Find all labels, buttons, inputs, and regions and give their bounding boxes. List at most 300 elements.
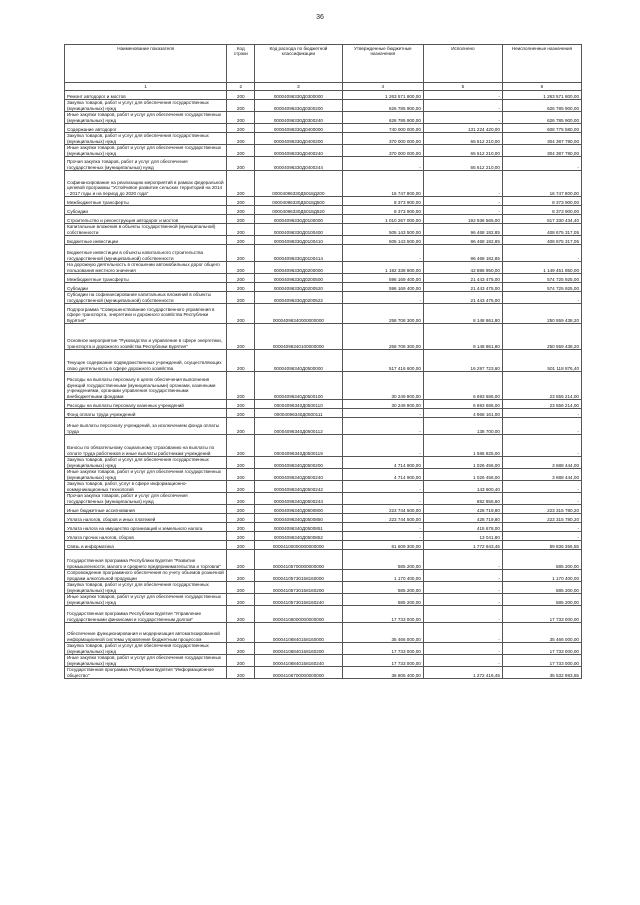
row-name: Иные закупки товаров, работ и услуг для обеспечения государственных (муниципальных) нужд: [65, 145, 227, 157]
row-unexecuted: -: [502, 493, 581, 505]
row-approved: 1 263 571 800,00: [342, 91, 423, 100]
row-approved: 626 785 900,00: [342, 100, 423, 112]
row-line-code: 200: [227, 606, 255, 623]
table-row: [65, 100, 582, 112]
row-unexecuted: 304 387 790,00: [502, 133, 581, 145]
row-approved: 35 466 000,00: [342, 623, 423, 643]
row-executed: 6 693 686,00: [423, 372, 502, 400]
row-approved: 370 000 000,00: [342, 145, 423, 157]
table-header-row: [65, 45, 582, 83]
row-name: Иные закупки товаров, работ и услуг для обеспечения государственных (муниципальных) нужд: [65, 112, 227, 124]
row-classification-code: 00004096340Д0500242: [255, 481, 343, 493]
row-line-code: 200: [227, 469, 255, 481]
row-line-code: 200: [227, 215, 255, 224]
row-unexecuted: 408 675 317,05: [502, 224, 581, 236]
table-row: [65, 481, 582, 493]
row-classification-code: 00004096340Д0500000: [255, 350, 343, 372]
row-executed: 21 443 475,00: [423, 292, 502, 304]
row-line-code: 200: [227, 324, 255, 350]
row-line-code: 200: [227, 274, 255, 283]
row-executed: -: [423, 643, 502, 655]
row-unexecuted: -: [502, 409, 581, 418]
row-classification-code: 00004096340Д0500111: [255, 409, 343, 418]
row-executed: 65 612 210,00: [423, 145, 502, 157]
row-classification-code: 00004096340Д0500852: [255, 532, 343, 541]
row-name: Закупка товаров, работ и услуг для обеспечения государственных (муниципальных) нужд: [65, 643, 227, 655]
row-unexecuted: 35 466 000,00: [502, 623, 581, 643]
row-unexecuted: 35 532 983,55: [502, 667, 581, 679]
row-line-code: 200: [227, 283, 255, 292]
row-line-code: 200: [227, 224, 255, 236]
table-row: [65, 400, 582, 409]
budget-execution-table: [64, 44, 582, 679]
row-unexecuted: -: [502, 481, 581, 493]
row-name: Межбюджетные трансферты: [65, 274, 227, 283]
row-approved: 17 733 000,00: [342, 643, 423, 655]
row-approved: 1 010 267 000,00: [342, 215, 423, 224]
row-unexecuted: 1 263 571 800,00: [502, 91, 581, 100]
page-number: 36: [316, 14, 324, 21]
table-row: [65, 532, 582, 541]
header-name: Наименование показателя: [65, 45, 227, 83]
row-line-code: 200: [227, 100, 255, 112]
row-approved: 505 143 500,00: [342, 236, 423, 245]
row-executed: 16 297 723,60: [423, 350, 502, 372]
row-classification-code: 00004106000000000000: [255, 606, 343, 623]
row-classification-code: 00004105730158160240: [255, 594, 343, 606]
row-classification-code: 00004096340Д0500110: [255, 400, 343, 409]
row-approved: -: [342, 157, 423, 171]
row-approved: 30 249 900,00: [342, 372, 423, 400]
row-name: Иные закупки товаров, работ и услуг для обеспечения государственных (муниципальных) нужд: [65, 469, 227, 481]
row-name: Иные закупки товаров, работ и услуг для обеспечения государственных (муниципальных) нужд: [65, 655, 227, 667]
row-unexecuted: 17 733 000,00: [502, 655, 581, 667]
table-row: [65, 493, 582, 505]
table-row: [65, 550, 582, 570]
row-name: Сопровождение программного обеспечения по учету объемов розничной продажи алкогольной продукции: [65, 570, 227, 582]
row-executed: 428 719,80: [423, 505, 502, 514]
row-unexecuted: 585 200,00: [502, 582, 581, 594]
row-classification-code: 00004106840158160240: [255, 655, 343, 667]
row-executed: -: [423, 100, 502, 112]
row-name: Субсидии на софинансирование капитальных вложений в объекты государственной (муниципальной) собственности: [65, 292, 227, 304]
row-classification-code: 00004096330Д0200000: [255, 262, 343, 274]
row-approved: -: [342, 523, 423, 532]
column-number: 6: [502, 83, 581, 91]
row-approved: -: [342, 409, 423, 418]
row-classification-code: 00004096330Д0200520: [255, 283, 343, 292]
row-executed: 65 612 210,00: [423, 133, 502, 145]
header-line-code: Код строки: [227, 45, 255, 83]
row-approved: 17 733 000,00: [342, 606, 423, 623]
table-row: [65, 372, 582, 400]
row-line-code: 200: [227, 541, 255, 550]
row-name: Субсидии: [65, 206, 227, 215]
row-name: Строительство и реконструкция автодорог и мостов: [65, 215, 227, 224]
table-row: [65, 324, 582, 350]
table-row: [65, 215, 582, 224]
row-name: Уплата налогов, сборов и иных платежей: [65, 514, 227, 523]
table-row: [65, 206, 582, 215]
row-approved: -: [342, 418, 423, 435]
row-classification-code: 00004096330Д0400200: [255, 133, 343, 145]
row-approved: 585 200,00: [342, 582, 423, 594]
table-row: [65, 623, 582, 643]
row-line-code: 200: [227, 145, 255, 157]
table-body: [65, 91, 582, 679]
table-row: [65, 418, 582, 435]
row-unexecuted: -: [502, 435, 581, 457]
table-row: [65, 435, 582, 457]
row-approved: 8 373 900,00: [342, 206, 423, 215]
row-approved: 4 714 900,00: [342, 469, 423, 481]
row-classification-code: 00004106840158160200: [255, 643, 343, 655]
row-name: Закупка товаров, работ и услуг для обеспечения государственных (муниципальных) нужд: [65, 133, 227, 145]
row-classification-code: 00004096340000000000: [255, 304, 343, 324]
row-executed: 138 700,00: [423, 418, 502, 435]
row-name: Прочая закупка товаров, работ и услуг для обеспечения государственных (муниципальных) нужд: [65, 157, 227, 171]
row-unexecuted: 223 315 780,20: [502, 514, 581, 523]
row-approved: 1 192 338 800,00: [342, 262, 423, 274]
row-unexecuted: 250 559 438,20: [502, 304, 581, 324]
row-approved: -: [342, 532, 423, 541]
row-executed: 4 968 161,00: [423, 409, 502, 418]
row-executed: -: [423, 606, 502, 623]
table-row: [65, 124, 582, 133]
row-classification-code: 00004096340Д0500112: [255, 418, 343, 435]
row-approved: -: [342, 292, 423, 304]
row-approved: 8 373 900,00: [342, 197, 423, 206]
row-executed: 415 678,00: [423, 523, 502, 532]
row-classification-code: 00004096340Д0500200: [255, 457, 343, 469]
row-name: Расходы на выплаты персоналу в целях обеспечения выполнения функций государственными (муниципальными) органами, казенными учреждениями, органами управления государственными внебюджетными фондами: [65, 372, 227, 400]
table-row: [65, 292, 582, 304]
header-executed: Исполнено: [423, 45, 502, 83]
row-name: Бюджетные инвестиции в объекты капитального строительства государственной (муниципальной) собственности: [65, 245, 227, 262]
row-executed: -: [423, 550, 502, 570]
row-unexecuted: 585 200,00: [502, 594, 581, 606]
row-executed: -: [423, 594, 502, 606]
row-name: Иные бюджетные ассигнования: [65, 505, 227, 514]
header-approved: Утвержденные бюджетные назначения: [342, 45, 423, 83]
row-name: Бюджетные инвестиции: [65, 236, 227, 245]
row-classification-code: 00004105700000000000: [255, 550, 343, 570]
row-approved: 1 170 400,00: [342, 570, 423, 582]
row-executed: 1 272 416,45: [423, 667, 502, 679]
row-unexecuted: 817 330 434,40: [502, 215, 581, 224]
row-unexecuted: -: [502, 418, 581, 435]
row-name: Ремонт автодорог и мостов: [65, 91, 227, 100]
row-line-code: 200: [227, 292, 255, 304]
row-name: Обеспечение функционирования и модернизация автоматизированной информационной системы управления бюджетным процессом: [65, 623, 227, 643]
row-executed: 96 468 182,85: [423, 236, 502, 245]
row-executed: -: [423, 582, 502, 594]
row-unexecuted: 3 688 444,00: [502, 457, 581, 469]
column-number: 2: [227, 83, 255, 91]
table-row: [65, 283, 582, 292]
row-classification-code: 00004096340Д0500240: [255, 469, 343, 481]
table-row: [65, 505, 582, 514]
row-line-code: 200: [227, 514, 255, 523]
row-line-code: 200: [227, 505, 255, 514]
row-executed: -: [423, 570, 502, 582]
table-row: [65, 245, 582, 262]
row-unexecuted: 59 836 356,55: [502, 541, 581, 550]
row-unexecuted: 1 170 400,00: [502, 570, 581, 582]
row-name: Межбюджетные трансферты: [65, 197, 227, 206]
row-approved: -: [342, 481, 423, 493]
row-unexecuted: 17 733 000,00: [502, 606, 581, 623]
table-row: [65, 224, 582, 236]
row-executed: 882 855,60: [423, 493, 502, 505]
row-classification-code: 00004096340Д0500244: [255, 493, 343, 505]
row-name: Иные выплаты персоналу учреждений, за исключением фонда оплаты труда: [65, 418, 227, 435]
row-approved: 223 744 500,00: [342, 505, 423, 514]
row-unexecuted: 626 785 900,00: [502, 112, 581, 124]
row-line-code: 200: [227, 409, 255, 418]
table-row: [65, 514, 582, 523]
row-approved: 223 744 500,00: [342, 514, 423, 523]
table-row: [65, 171, 582, 197]
row-classification-code: 00004096330Д0400244: [255, 157, 343, 171]
row-approved: 740 000 000,00: [342, 124, 423, 133]
table-row: [65, 197, 582, 206]
row-executed: 42 886 950,00: [423, 262, 502, 274]
row-line-code: 200: [227, 91, 255, 100]
row-executed: 96 468 182,85: [423, 224, 502, 236]
row-approved: 626 785 900,00: [342, 112, 423, 124]
row-approved: 258 708 300,00: [342, 324, 423, 350]
row-unexecuted: 250 559 438,20: [502, 324, 581, 350]
table-row: [65, 133, 582, 145]
row-classification-code: 00004096330Д0200522: [255, 292, 343, 304]
row-approved: 585 200,00: [342, 550, 423, 570]
row-approved: 505 143 500,00: [342, 224, 423, 236]
row-unexecuted: -: [502, 245, 581, 262]
row-approved: 596 169 400,00: [342, 274, 423, 283]
row-unexecuted: 408 675 317,05: [502, 236, 581, 245]
row-classification-code: 00004096330Д0100400: [255, 224, 343, 236]
row-unexecuted: 608 775 580,00: [502, 124, 581, 133]
row-line-code: 200: [227, 643, 255, 655]
row-executed: 1 772 943,45: [423, 541, 502, 550]
row-name: Капитальные вложения в объекты государственной (муниципальной) собственности: [65, 224, 227, 236]
row-executed: 21 443 475,00: [423, 283, 502, 292]
row-executed: 8 148 861,80: [423, 304, 502, 324]
column-number: 5: [423, 83, 502, 91]
row-executed: 428 719,80: [423, 514, 502, 523]
table-row: [65, 274, 582, 283]
row-approved: 4 714 900,00: [342, 457, 423, 469]
row-approved: 370 000 000,00: [342, 133, 423, 145]
row-name: Связь и информатика: [65, 541, 227, 550]
row-executed: -: [423, 206, 502, 215]
row-approved: 16 747 800,00: [342, 171, 423, 197]
row-executed: 21 443 475,00: [423, 274, 502, 283]
row-line-code: 200: [227, 372, 255, 400]
row-name: Софинансирование на реализацию мероприятий в рамках федеральной целевой программы "Устойчивое развитие сельских территорий на 2014 - 2017 годы и на период до 2020 года": [65, 171, 227, 197]
row-line-code: 200: [227, 157, 255, 171]
row-executed: 1 586 825,00: [423, 435, 502, 457]
row-executed: 6 693 686,00: [423, 400, 502, 409]
row-executed: 13 041,80: [423, 532, 502, 541]
row-approved: -: [342, 245, 423, 262]
row-executed: -: [423, 112, 502, 124]
table-row: [65, 606, 582, 623]
row-name: Уплата налога на имущество организаций и земельного налога: [65, 523, 227, 532]
table-row: [65, 304, 582, 324]
row-name: Государственная программа Республики Бурятия "Информационное общество": [65, 667, 227, 679]
row-line-code: 200: [227, 245, 255, 262]
row-name: Закупка товаров, работ и услуг для обеспечения государственных (муниципальных) нужд: [65, 100, 227, 112]
row-executed: 1 026 456,00: [423, 469, 502, 481]
row-name: Подпрограмма "Совершенствование государственного управления в сфере транспорта, энергетики и дорожного хозяйства Республики Бурятия": [65, 304, 227, 324]
column-number: 1: [65, 83, 227, 91]
row-classification-code: 00004096330Д0300240: [255, 112, 343, 124]
row-unexecuted: 17 733 000,00: [502, 643, 581, 655]
table-row: [65, 667, 582, 679]
row-name: Фонд оплаты труда учреждений: [65, 409, 227, 418]
row-approved: 17 733 000,00: [342, 655, 423, 667]
row-name: Субсидии: [65, 283, 227, 292]
table-row: [65, 91, 582, 100]
row-name: Взносы по обязательному социальному страхованию на выплаты по оплате труда работников и иные выплаты работникам учреждений: [65, 435, 227, 457]
row-classification-code: 00004100000000000000: [255, 541, 343, 550]
row-unexecuted: 574 725 925,00: [502, 274, 581, 283]
row-line-code: 200: [227, 171, 255, 197]
row-unexecuted: 223 315 780,20: [502, 505, 581, 514]
row-executed: 143 600,40: [423, 481, 502, 493]
header-unexecuted: Неисполненные назначения: [502, 45, 581, 83]
row-name: Закупка товаров, работ и услуг для обеспечения государственных (муниципальных) нужд: [65, 457, 227, 469]
row-unexecuted: 585 200,00: [502, 550, 581, 570]
row-approved: 585 200,00: [342, 594, 423, 606]
row-name: Расходы на выплаты персоналу казенных учреждений: [65, 400, 227, 409]
row-classification-code: 00004096340Д0500800: [255, 505, 343, 514]
row-executed: 192 936 565,00: [423, 215, 502, 224]
table-row: [65, 655, 582, 667]
row-approved: -: [342, 493, 423, 505]
row-line-code: 200: [227, 304, 255, 324]
table-row: [65, 145, 582, 157]
row-line-code: 200: [227, 418, 255, 435]
row-unexecuted: 626 785 900,00: [502, 100, 581, 112]
row-name: Уплата прочих налогов, сборов: [65, 532, 227, 541]
row-unexecuted: 23 556 214,00: [502, 400, 581, 409]
row-unexecuted: -: [502, 157, 581, 171]
row-name: Закупка товаров, работ, услуг в сфере информационно-коммуникационных технологий: [65, 481, 227, 493]
row-approved: 61 609 300,00: [342, 541, 423, 550]
row-line-code: 200: [227, 435, 255, 457]
row-executed: 96 468 182,85: [423, 245, 502, 262]
row-classification-code: 00004096340Д0500851: [255, 523, 343, 532]
table-row: [65, 236, 582, 245]
table-row: [65, 469, 582, 481]
row-name: Текущее содержание подведомственных учреждений, осуществляющих свою деятельность в сфере дорожного хозяйства: [65, 350, 227, 372]
row-classification-code: 00004096330Д5018Д520: [255, 206, 343, 215]
row-classification-code: 00004096330Д0300200: [255, 100, 343, 112]
row-line-code: 200: [227, 532, 255, 541]
row-executed: -: [423, 171, 502, 197]
column-number-row: [65, 83, 582, 91]
row-line-code: 200: [227, 582, 255, 594]
row-approved: 596 169 400,00: [342, 283, 423, 292]
column-number: 3: [255, 83, 343, 91]
table-row: [65, 350, 582, 372]
row-classification-code: 00004105730158160200: [255, 582, 343, 594]
row-classification-code: 00004096340100000000: [255, 324, 343, 350]
row-line-code: 200: [227, 570, 255, 582]
row-classification-code: 00004096330Д0100414: [255, 245, 343, 262]
row-line-code: 200: [227, 550, 255, 570]
row-name: Прочая закупка товаров, работ и услуг для обеспечения государственных (муниципальных) нужд: [65, 493, 227, 505]
row-approved: 258 708 300,00: [342, 304, 423, 324]
row-classification-code: 00004096340Д0500119: [255, 435, 343, 457]
row-executed: 65 612 210,00: [423, 157, 502, 171]
row-unexecuted: 8 373 900,00: [502, 197, 581, 206]
row-line-code: 200: [227, 206, 255, 215]
row-unexecuted: -: [502, 532, 581, 541]
row-approved: 30 249 900,00: [342, 400, 423, 409]
row-line-code: 200: [227, 667, 255, 679]
row-executed: -: [423, 91, 502, 100]
row-line-code: 200: [227, 400, 255, 409]
row-executed: -: [423, 197, 502, 206]
row-unexecuted: 3 688 444,00: [502, 469, 581, 481]
table-row: [65, 457, 582, 469]
row-executed: -: [423, 655, 502, 667]
row-name: Государственная программа Республики Бурятия "Развитие промышленности, малого и среднего предпринимательства и торговли": [65, 550, 227, 570]
row-unexecuted: -: [502, 292, 581, 304]
row-line-code: 200: [227, 112, 255, 124]
row-approved: -: [342, 435, 423, 457]
row-classification-code: 00004105730158160000: [255, 570, 343, 582]
row-line-code: 200: [227, 523, 255, 532]
table-row: [65, 594, 582, 606]
table-row: [65, 409, 582, 418]
row-executed: -: [423, 623, 502, 643]
row-line-code: 200: [227, 236, 255, 245]
row-line-code: 200: [227, 262, 255, 274]
row-classification-code: 00004106700000000000: [255, 667, 343, 679]
column-number: 4: [342, 83, 423, 91]
table-row: [65, 262, 582, 274]
row-unexecuted: 16 747 800,00: [502, 171, 581, 197]
table-row: [65, 582, 582, 594]
row-classification-code: 00004096330Д0400240: [255, 145, 343, 157]
row-unexecuted: 501 118 876,40: [502, 350, 581, 372]
row-unexecuted: 23 556 214,00: [502, 372, 581, 400]
row-name: Основное мероприятие "Руководство и управление в сфере энергетики, транспорта и дорожного хозяйства Республики Бурятия": [65, 324, 227, 350]
table-row: [65, 157, 582, 171]
row-classification-code: 00004096330Д5018Д500: [255, 197, 343, 206]
row-approved: 36 805 400,00: [342, 667, 423, 679]
row-classification-code: 00004096330Д0100410: [255, 236, 343, 245]
row-line-code: 200: [227, 493, 255, 505]
table-row: [65, 643, 582, 655]
row-unexecuted: 8 373 900,00: [502, 206, 581, 215]
row-unexecuted: 574 725 925,00: [502, 283, 581, 292]
row-classification-code: 00004096340Д0500850: [255, 514, 343, 523]
row-classification-code: 00004096330Д0200500: [255, 274, 343, 283]
header-classification-code: Код расхода по бюджетной классификации: [255, 45, 343, 83]
row-line-code: 200: [227, 197, 255, 206]
row-name: На дорожную деятельность в отношении автомобильных дорог общего пользования местного значения: [65, 262, 227, 274]
row-approved: 517 416 600,00: [342, 350, 423, 372]
row-classification-code: 00004106840158160000: [255, 623, 343, 643]
row-executed: 131 224 420,00: [423, 124, 502, 133]
row-line-code: 200: [227, 594, 255, 606]
